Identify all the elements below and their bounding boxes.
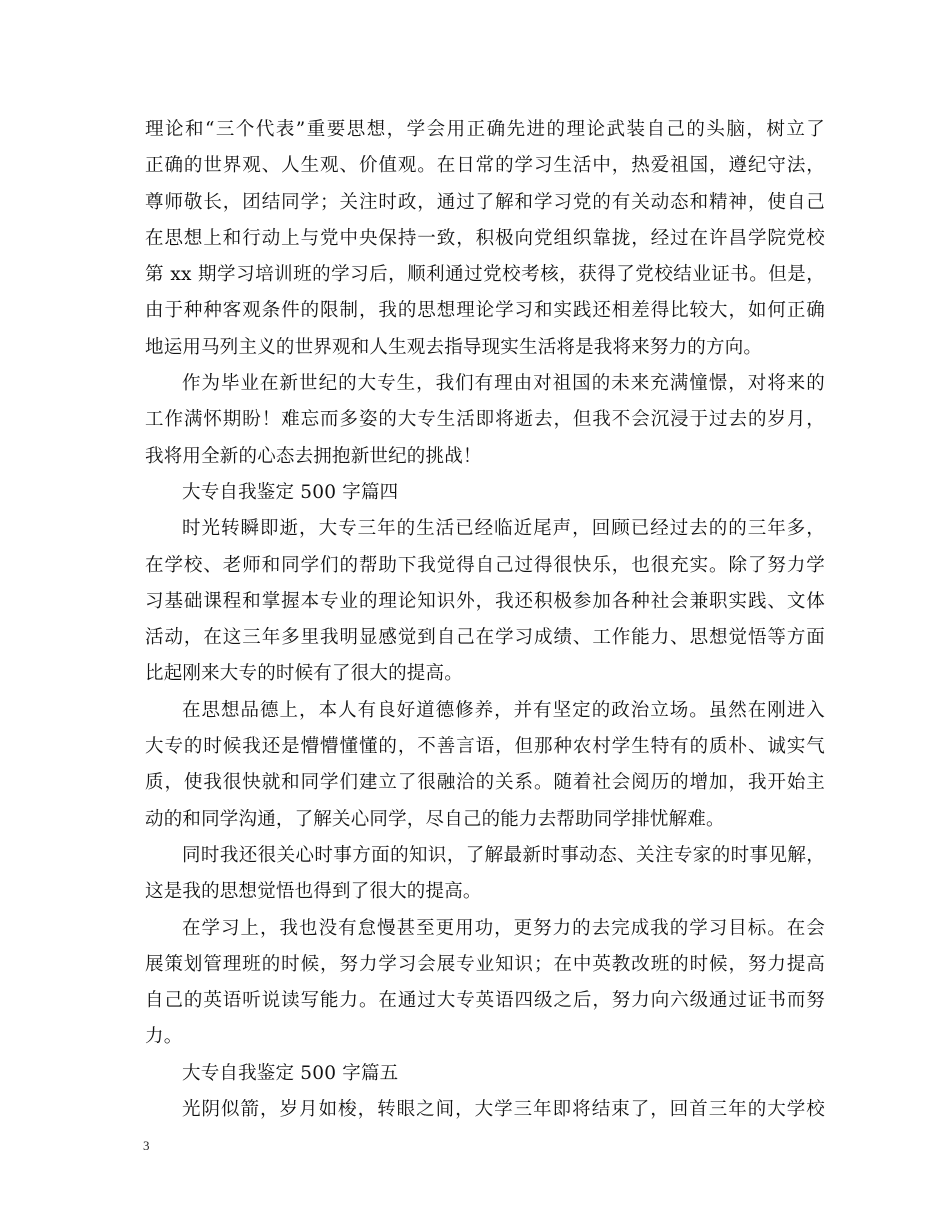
text-line: 展策划管理班的时候，努力学习会展专业知识；在中英教改班的时候，努力提高 <box>145 953 825 975</box>
text-line: 由于种种客观条件的限制，我的思想理论学习和实践还相差得比较大，如何正确 <box>145 300 825 322</box>
text-line: 大专的时候我还是懵懵懂懂的，不善言语，但那种农村学生特有的质朴、诚实气 <box>145 736 825 758</box>
text-line: 第 xx 期学习培训班的学习后，顺利通过党校考核，获得了党校结业证书。但是， <box>145 264 825 286</box>
page-number: 3 <box>143 1138 150 1153</box>
text-line: 大专自我鉴定 500 字篇五 <box>182 1062 399 1084</box>
text-line: 这是我的思想觉悟也得到了很大的提高。 <box>145 881 482 903</box>
text-line: 在思想上和行动上与党中央保持一致，积极向党组织靠拢，经过在许昌学院党校 <box>145 227 825 249</box>
text-line: 理论和“三个代表”重要思想，学会用正确先进的理论武装自己的头脑，树立了 <box>145 119 825 140</box>
text-line: 光阴似箭，岁月如梭，转眼之间，大学三年即将结束了，回首三年的大学校 <box>182 1099 825 1121</box>
text-line: 动的和同学沟通，了解关心同学，尽自己的能力去帮助同学排忧解难。 <box>145 808 725 830</box>
text-line: 比起刚来大专的时候有了很大的提高。 <box>145 663 463 685</box>
text-line: 大专自我鉴定 500 字篇四 <box>182 481 399 503</box>
text-line: 在学习上，我也没有怠慢甚至更用功，更努力的去完成我的学习目标。在会 <box>182 917 825 939</box>
text-line: 活动，在这三年多里我明显感觉到自己在学习成绩、工作能力、思想觉悟等方面 <box>145 627 825 649</box>
text-line: 地运用马列主义的世界观和人生观去指导现实生活将是我将来努力的方向。 <box>145 336 763 358</box>
text-line: 我将用全新的心态去拥抱新世纪的挑战！ <box>145 445 482 467</box>
text-line: 习基础课程和掌握本专业的理论知识外，我还积极参加各种社会兼职实践、文体 <box>145 590 825 612</box>
text-line: 力。 <box>145 1026 183 1048</box>
text-line: 尊师敬长，团结同学；关注时政，通过了解和学习党的有关动态和精神，使自己 <box>145 191 825 213</box>
text-line: 工作满怀期盼！难忘而多姿的大专生活即将逝去，但我不会沉浸于过去的岁月， <box>145 409 825 431</box>
text-line: 时光转瞬即逝，大专三年的生活已经临近尾声，回顾已经过去的的三年多， <box>182 518 825 540</box>
body-text <box>145 112 825 1128</box>
text-line: 同时我还很关心时事方面的知识，了解最新时事动态、关注专家的时事见解， <box>182 844 825 866</box>
text-line: 在学校、老师和同学们的帮助下我觉得自己过得很快乐，也很充实。除了努力学 <box>145 554 825 576</box>
text-line: 质，使我很快就和同学们建立了很融洽的关系。随着社会阅历的增加，我开始主 <box>145 772 825 794</box>
text-line: 正确的世界观、人生观、价值观。在日常的学习生活中，热爱祖国，遵纪守法， <box>145 155 825 177</box>
text-line: 作为毕业在新世纪的大专生，我们有理由对祖国的未来充满憧憬，对将来的 <box>182 373 825 395</box>
text-line: 在思想品德上，本人有良好道德修养，并有坚定的政治立场。虽然在刚进入 <box>182 699 825 721</box>
text-line: 自己的英语听说读写能力。在通过大专英语四级之后，努力向六级通过证书而努 <box>145 990 825 1012</box>
